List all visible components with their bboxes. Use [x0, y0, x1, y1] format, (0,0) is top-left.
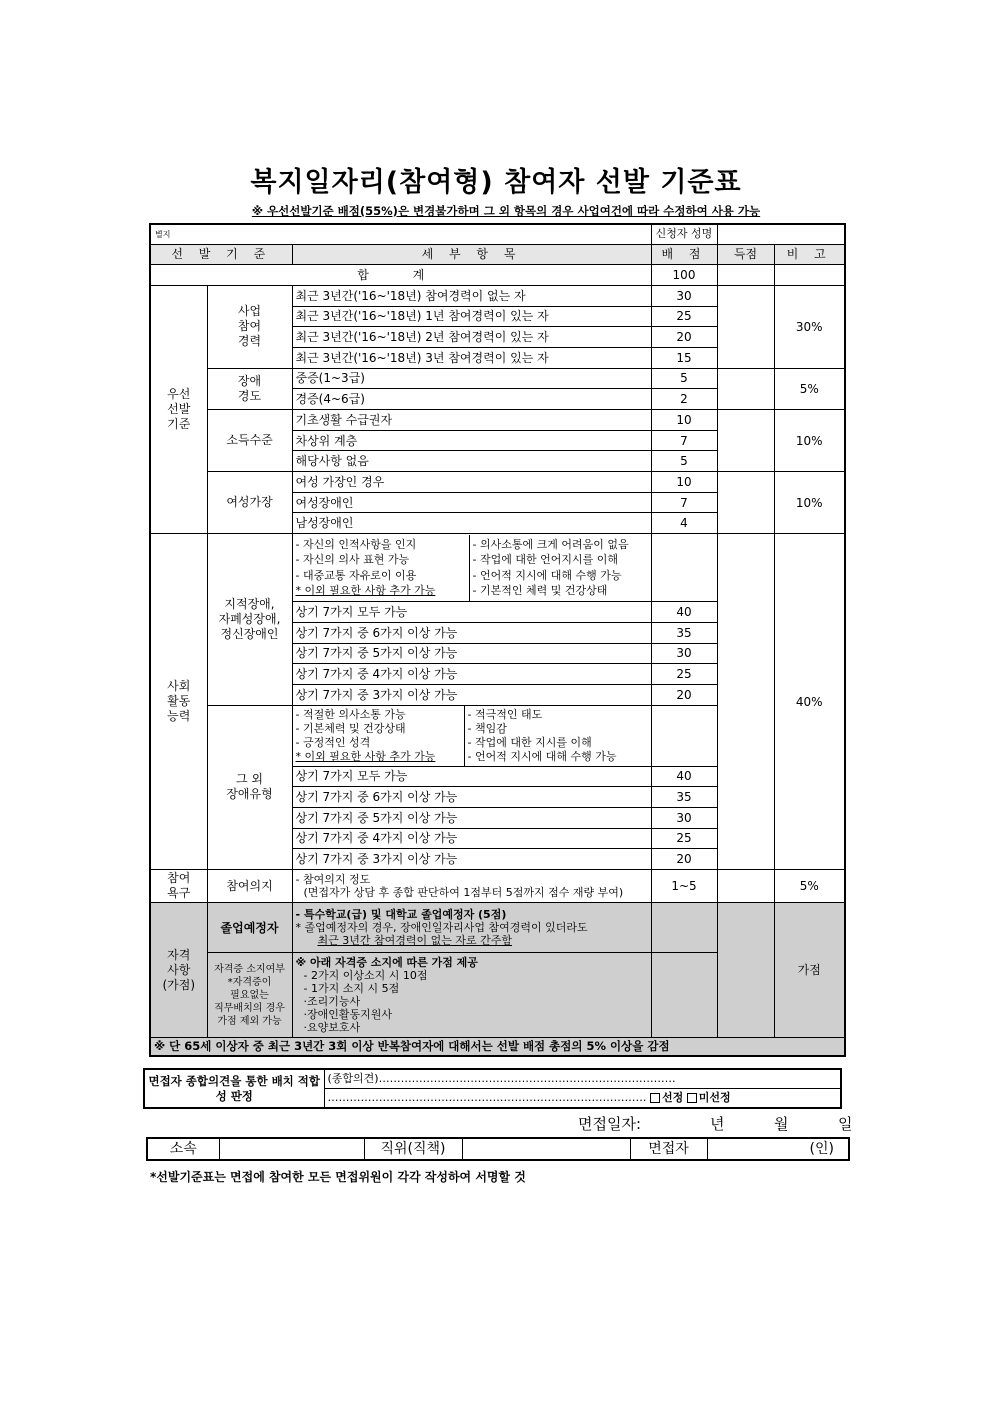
- not-selected-checkbox[interactable]: [687, 1093, 697, 1103]
- career-row-text: 최근 3년간('16~'18년) 1년 참여경력이 있는 자: [292, 306, 651, 327]
- other-row-text: 상기 7가지 중 5가지 이상 가능: [292, 807, 651, 828]
- footer-note: *선발기준표는 면접에 참여한 모든 면접위원이 각각 작성하여 서명할 것: [150, 1170, 526, 1184]
- blank-cell: [150, 224, 651, 244]
- career-note: 30%: [774, 285, 845, 368]
- checklist-item: - 책임감: [467, 721, 507, 735]
- checklist-item: - 의사소통에 크게 어려움이 없음: [472, 537, 629, 551]
- intellectual-row-score: 20: [651, 684, 717, 705]
- opinion-table: [143, 1068, 842, 1109]
- qualification-label: 자격 사항 (가점): [150, 903, 207, 1038]
- social-label: 사회 활동 능력: [150, 534, 207, 870]
- career-row-score: 20: [651, 327, 717, 348]
- blank-score: [651, 534, 717, 602]
- desire-earned[interactable]: [717, 870, 774, 903]
- disability-row-text: 경증(4~6급): [292, 389, 651, 410]
- deduction-note: ※ 단 65세 이상자 중 최근 3년간 3회 이상 반복참여자에 대해서는 선발 배점 총점의 5% 이상을 감점: [150, 1038, 845, 1056]
- female-earned[interactable]: [717, 472, 774, 534]
- desire-sub-label: 참여의지: [207, 870, 292, 903]
- disability-row-score: 5: [651, 368, 717, 389]
- other-row-text: 상기 7가지 모두 가능: [292, 766, 651, 787]
- desire-line: (면접자가 상담 후 종합 판단하여 1점부터 5점까지 점수 재량 부여): [303, 886, 624, 899]
- interview-date-day: 일: [838, 1115, 853, 1133]
- career-row-text: 최근 3년간('16~'18년) 2년 참여경력이 있는 자: [292, 327, 651, 348]
- license-line: ※ 아래 자격증 소지에 따른 가점 제공: [295, 956, 478, 969]
- intellectual-row-score: 25: [651, 664, 717, 685]
- header-criteria: 선 발 기 준: [150, 244, 292, 265]
- female-row-text: 남성장애인: [292, 513, 651, 534]
- applicant-label: 신청자 성명: [651, 224, 717, 244]
- intellectual-label: 지적장애, 자폐성장애, 정신장애인: [207, 534, 292, 705]
- qualification-note: 가점: [774, 903, 845, 1038]
- other-row-text: 상기 7가지 중 3가지 이상 가능: [292, 849, 651, 870]
- total-score: 100: [651, 265, 717, 286]
- opinion-line[interactable]: ……………………………………………………………………………: [327, 1091, 647, 1104]
- position-label: 직위(직책): [364, 1138, 462, 1160]
- blank-score: [651, 953, 717, 1038]
- graduate-line: 최근 3년간 참여경력이 없는 자로 간주함: [317, 934, 512, 947]
- income-row-score: 7: [651, 430, 717, 451]
- notice-text: ※ 우선선발기준 배점(55%)은 변경불가하며 그 외 항목의 경우 사업여건에 따라 수정하여 사용 가능: [251, 204, 761, 218]
- page-mark: 별지: [155, 230, 171, 239]
- income-row-text: 기초생활 수급권자: [292, 410, 651, 431]
- checklist-item: - 자신의 인적사항을 인지: [295, 537, 417, 551]
- intellectual-row-score: 30: [651, 643, 717, 664]
- other-row-score: 40: [651, 766, 717, 787]
- checklist-item: - 언어적 지시에 대해 수행 가능: [472, 568, 622, 582]
- checklist-item: - 대중교통 자유로이 이용: [295, 568, 417, 582]
- interviewer-label: 면접자: [630, 1138, 707, 1160]
- header-detail: 세 부 항 목: [292, 244, 651, 265]
- selection-criteria-table: [149, 223, 846, 1057]
- blank-score: [651, 705, 717, 766]
- desire-score: 1~5: [651, 870, 717, 903]
- other-row-text: 상기 7가지 중 4가지 이상 가능: [292, 828, 651, 849]
- license-line: ·조리기능사: [303, 995, 361, 1008]
- intellectual-row-text: 상기 7가지 중 6가지 이상 가능: [292, 622, 651, 643]
- license-line: - 2가지 이상소지 시 10점: [303, 969, 428, 982]
- selected-label: 선정: [662, 1091, 684, 1104]
- qualification-earned[interactable]: [717, 903, 774, 1038]
- female-row-score: 4: [651, 513, 717, 534]
- other-row-score: 20: [651, 849, 717, 870]
- intellectual-row-score: 40: [651, 602, 717, 623]
- intellectual-row-text: 상기 7가지 중 4가지 이상 가능: [292, 664, 651, 685]
- income-row-score: 5: [651, 451, 717, 472]
- social-note: 40%: [774, 534, 845, 870]
- intellectual-row-text: 상기 7가지 중 5가지 이상 가능: [292, 643, 651, 664]
- disability-row-text: 중증(1~3급): [292, 368, 651, 389]
- desire-line: - 참여의지 정도: [295, 873, 371, 886]
- header-note: 비 고: [774, 244, 845, 265]
- female-label: 여성가장: [207, 472, 292, 534]
- checklist-item: - 자신의 의사 표현 가능: [295, 553, 410, 567]
- career-row-text: 최근 3년간('16~'18년) 참여경력이 없는 자: [292, 285, 651, 306]
- license-line: ·요양보호사: [303, 1021, 361, 1034]
- social-earned[interactable]: [717, 534, 774, 870]
- checklist-item: - 적절한 의사소통 가능: [295, 707, 406, 721]
- career-row-score: 30: [651, 285, 717, 306]
- affiliation-label: 소속: [147, 1138, 219, 1160]
- checklist-item: - 긍정적인 성격: [295, 735, 371, 749]
- career-row-score: 15: [651, 347, 717, 368]
- income-earned[interactable]: [717, 410, 774, 472]
- disability-row-score: 2: [651, 389, 717, 410]
- income-row-text: 차상위 계층: [292, 430, 651, 451]
- female-row-text: 여성 가장인 경우: [292, 472, 651, 493]
- header-score: 배 점: [651, 244, 717, 265]
- page-title: 복지일자리(참여형) 참여자 선발 기준표: [250, 167, 742, 198]
- checklist-item: - 적극적인 태도: [467, 707, 543, 721]
- interview-date-label: 면접일자:: [578, 1115, 642, 1133]
- total-label: 합 계: [150, 265, 651, 286]
- opinion-line[interactable]: (종합의견)………………………………………………………………………: [324, 1069, 841, 1089]
- checklist-item: * 이외 필요한 사항 추가 가능: [295, 749, 436, 763]
- income-row-score: 10: [651, 410, 717, 431]
- not-selected-label: 미선정: [698, 1091, 731, 1104]
- interview-date-month: 월: [774, 1115, 789, 1133]
- career-label: 사업 참여 경력: [207, 285, 292, 368]
- intellectual-checklist: [293, 535, 651, 601]
- blank-score: [651, 903, 717, 953]
- disability-earned[interactable]: [717, 368, 774, 409]
- checklist-item: - 작업에 대한 언어지시를 이해: [472, 553, 618, 567]
- female-row-score: 7: [651, 492, 717, 513]
- female-row-text: 여성장애인: [292, 492, 651, 513]
- career-row-score: 25: [651, 306, 717, 327]
- disability-note: 5%: [774, 368, 845, 409]
- interview-date-year: 년: [710, 1115, 725, 1133]
- checklist-item: - 작업에 대한 지시를 이해: [467, 735, 592, 749]
- income-note: 10%: [774, 410, 845, 472]
- graduate-line: * 졸업예정자의 경우, 장애인일자리사업 참여경력이 있더라도: [295, 921, 588, 934]
- other-row-score: 25: [651, 828, 717, 849]
- other-row-score: 35: [651, 787, 717, 808]
- career-row-text: 최근 3년간('16~'18년) 3년 참여경력이 있는 자: [292, 347, 651, 368]
- graduate-label: 졸업예정자: [207, 903, 292, 953]
- desire-note: 5%: [774, 870, 845, 903]
- intellectual-row-score: 35: [651, 622, 717, 643]
- selected-checkbox[interactable]: [650, 1093, 660, 1103]
- graduate-line: - 특수학교(급) 및 대학교 졸업예정자 (5점): [295, 908, 507, 921]
- signature-table: [146, 1137, 850, 1161]
- intellectual-row-text: 상기 7가지 중 3가지 이상 가능: [292, 684, 651, 705]
- header-earned: 득점: [717, 244, 774, 265]
- checklist-item: - 언어적 지시에 대해 수행 가능: [467, 749, 617, 763]
- total-earned[interactable]: [717, 265, 774, 286]
- priority-label: 우선 선발 기준: [150, 285, 207, 533]
- checklist-item: * 이외 필요한 사항 추가 가능: [295, 584, 436, 598]
- total-note: [774, 265, 845, 286]
- intellectual-row-text: 상기 7가지 모두 가능: [292, 602, 651, 623]
- other-row-score: 30: [651, 807, 717, 828]
- disability-label: 장애 경도: [207, 368, 292, 409]
- other-checklist: [293, 706, 651, 766]
- interviewer-seal[interactable]: (인): [707, 1138, 849, 1160]
- license-line: - 1가지 소지 시 5점: [303, 982, 400, 995]
- other-row-text: 상기 7가지 중 6가지 이상 가능: [292, 787, 651, 808]
- desire-label: 참여 욕구: [150, 870, 207, 903]
- affiliation-field[interactable]: [219, 1138, 364, 1160]
- opinion-label: 면접자 종합의견을 통한 배치 적합성 판정: [144, 1069, 324, 1108]
- checklist-item: - 기본체력 및 건강상태: [295, 721, 406, 735]
- position-field[interactable]: [462, 1138, 630, 1160]
- female-row-score: 10: [651, 472, 717, 493]
- applicant-name-field[interactable]: [717, 224, 845, 244]
- license-label: 자격증 소지여부 *자격증이 필요없는 직무배치의 경우 가점 제외 가능: [207, 953, 292, 1038]
- checklist-item: - 기본적인 체력 및 건강상태: [472, 584, 608, 598]
- career-earned[interactable]: [717, 285, 774, 368]
- other-label: 그 외 장애유형: [207, 705, 292, 869]
- license-line: ·장애인활동지원사: [303, 1008, 393, 1021]
- female-note: 10%: [774, 472, 845, 534]
- income-label: 소득수준: [207, 410, 292, 472]
- income-row-text: 해당사항 없음: [292, 451, 651, 472]
